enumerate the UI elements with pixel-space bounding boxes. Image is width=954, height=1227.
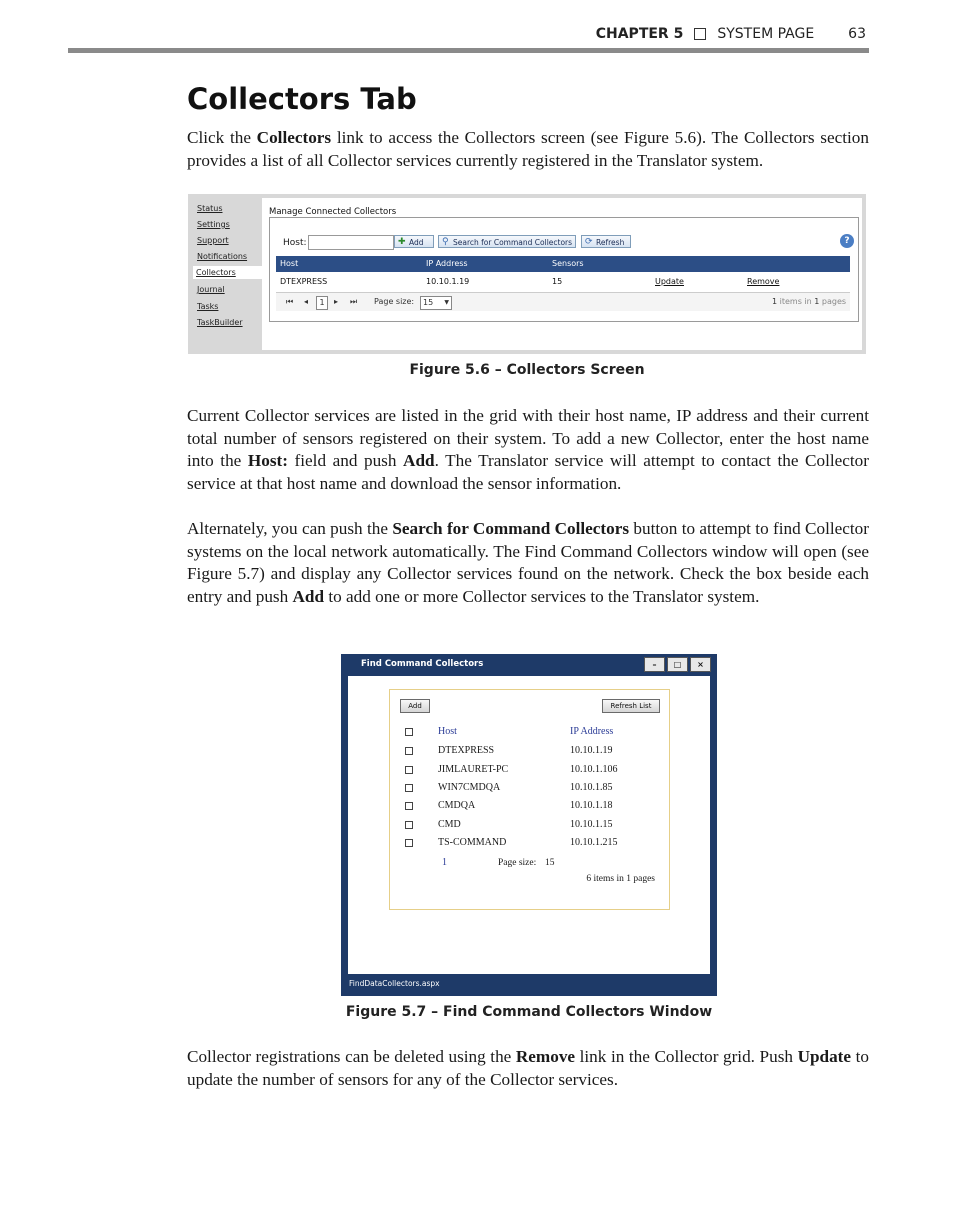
column-host[interactable]: Host [438,726,457,737]
maximize-icon[interactable]: □ [667,657,688,672]
collectors-screen-figure [188,194,866,354]
cell-sensors: 15 [552,277,563,286]
first-page-icon[interactable]: ⏮ [286,297,294,306]
add-button-label: Add [409,238,424,247]
list-item [390,817,669,833]
list-header [390,724,669,740]
last-page-icon[interactable]: ⏭ [350,297,358,306]
sidebar-item-journal[interactable]: Journal [197,285,225,294]
grid-header [276,256,850,272]
list-summary-row [390,871,669,887]
cell-ip: 10.10.1.19 [426,277,470,286]
cell-host: CMD [438,819,461,830]
text-run: to update the number of sensors for any of the Collector services. [187,1047,869,1089]
find-collectors-window [341,654,717,996]
text-run: link to access the Collectors screen (see Figure 5.6). The Collectors section provides a list of all Collector services currently registered in the Translator system. [187,128,869,170]
row-checkbox[interactable] [405,747,413,755]
page-size-select[interactable] [420,296,452,310]
text-run: Click the [187,128,257,147]
list-item [390,798,669,814]
row-checkbox[interactable] [405,784,413,792]
sidebar-item-settings[interactable]: Settings [197,220,230,229]
summary-mid: items in [779,297,812,306]
status-bar-text: FindDataCollectors.aspx [349,979,440,988]
refresh-button[interactable] [581,235,631,248]
search-icon: ⚲ [442,237,449,247]
refresh-list-button[interactable]: Refresh List [602,699,660,713]
grid-paragraph [187,405,869,495]
refresh-button-label: Refresh [596,238,625,247]
sidebar-item-support[interactable]: Support [197,236,229,245]
page-number: 63 [848,26,866,42]
page-size-label: Page size: [374,297,415,306]
cell-ip: 10.10.1.18 [570,800,613,811]
sidebar-item-taskbuilder[interactable]: TaskBuilder [197,318,243,327]
collectors-list-panel [389,689,670,910]
list-item [390,835,669,851]
summary-end: pages [821,297,847,306]
running-header [596,26,866,42]
separator-box-icon [694,28,706,40]
search-button-label: Search for Command Collectors [453,238,573,247]
next-page-icon[interactable]: ▸ [334,297,339,306]
search-collectors-button[interactable] [438,235,576,248]
cell-host: JIMLAURET-PC [438,764,509,775]
list-item [390,780,669,796]
add-button[interactable] [394,235,434,248]
page-size-value[interactable]: 15 [545,858,555,868]
sidebar-item-collectors[interactable]: Collectors [193,266,263,279]
list-pager [390,855,669,871]
bold-run: Add [403,451,435,471]
list-item [390,743,669,759]
cell-ip: 10.10.1.19 [570,745,613,756]
figure-caption-5-7: Figure 5.7 – Find Command Collectors Window [345,1004,713,1020]
prev-page-icon[interactable]: ◂ [304,297,309,306]
row-checkbox[interactable] [405,839,413,847]
page-size-value: 15 [423,298,434,307]
text-run: field and push [287,451,404,471]
select-all-checkbox[interactable] [405,728,413,736]
cell-ip: 10.10.1.215 [570,837,618,848]
page-size-label: Page size: [498,858,537,868]
cell-host: WIN7CMDQA [438,782,501,793]
pager-summary [772,293,846,311]
collectors-panel [262,198,862,350]
header-rule [68,48,869,53]
chevron-down-icon: ▼ [444,299,449,306]
row-checkbox[interactable] [405,802,413,810]
text-run: Alternately, you can push the [187,519,393,538]
update-link[interactable]: Update [655,277,684,286]
chapter-label: CHAPTER 5 [595,26,684,42]
text-run: to add one or more Collector services to the Translator system. [324,586,760,606]
host-input[interactable] [308,235,394,250]
bold-run: Add [292,586,325,606]
cell-host: DTEXPRESS [280,277,328,286]
bold-run: Host: [247,451,288,471]
section-label: SYSTEM PAGE [717,26,815,42]
minimize-icon[interactable]: – [644,657,665,672]
collectors-box [269,217,859,322]
page-link[interactable]: 1 [442,857,447,868]
cell-host: CMDQA [438,800,476,811]
summary-count: 1 [772,297,778,306]
plus-icon: ✚ [398,237,406,247]
page-title: Collectors Tab [187,82,417,116]
summary-pages: 1 [814,297,820,306]
intro-paragraph [187,127,869,172]
help-icon[interactable]: ? [840,234,854,248]
host-label: Host: [283,238,307,248]
cell-ip: 10.10.1.85 [570,782,613,793]
row-checkbox[interactable] [405,766,413,774]
column-ip-address[interactable]: IP Address [570,726,614,737]
sidebar-item-notifications[interactable]: Notifications [197,252,248,261]
close-icon[interactable]: × [690,657,711,672]
list-item [390,762,669,778]
grid-pager [276,292,850,311]
window-title: Find Command Collectors [361,659,484,669]
text-run: . The Translator service will attempt to contact the Collector service at that host name and download the sensor information. [187,451,869,493]
bold-run: Remove [515,1047,576,1066]
refresh-icon: ⟳ [585,237,593,247]
table-row [276,274,850,289]
pager-summary: 6 items in 1 pages [586,874,655,884]
cell-ip: 10.10.1.106 [570,764,618,775]
text-run: Current Collector services are listed in the grid with their host name, IP address and their current total number of sensors registered on their system. To add a new Collector, enter the host name into the [187,406,869,471]
remove-paragraph [187,1046,869,1091]
column-ip-address[interactable]: IP Address [426,259,468,268]
search-paragraph [187,518,869,608]
text-run: link in the Collector grid. Push [575,1047,798,1066]
remove-link[interactable]: Remove [747,277,780,286]
cell-host: DTEXPRESS [438,745,495,756]
bold-run: Search for Command Collectors [392,519,630,538]
sidebar-item-status[interactable]: Status [197,204,223,213]
column-sensors[interactable]: Sensors [552,259,584,268]
sidebar [188,194,262,354]
figure-caption-5-6: Figure 5.6 – Collectors Screen [409,362,645,378]
add-button[interactable]: Add [400,699,430,713]
current-page[interactable]: 1 [316,296,328,310]
bold-run: Update [797,1047,852,1066]
panel-title: Manage Connected Collectors [269,207,397,217]
row-checkbox[interactable] [405,821,413,829]
text-run: Collector registrations can be deleted using the [187,1047,516,1066]
cell-ip: 10.10.1.15 [570,819,613,830]
column-host[interactable]: Host [280,259,299,268]
bold-run: Collectors [256,128,332,147]
cell-host: TS-COMMAND [438,837,507,848]
text-run: button to attempt to find Collector systems on the local network automatically. The Find Command Collectors window will open (see Figure 5.7) and display any Collector services found on the network. Check the box beside each entry and push [187,519,869,606]
sidebar-item-tasks[interactable]: Tasks [197,302,219,311]
window-client-area [348,676,710,974]
